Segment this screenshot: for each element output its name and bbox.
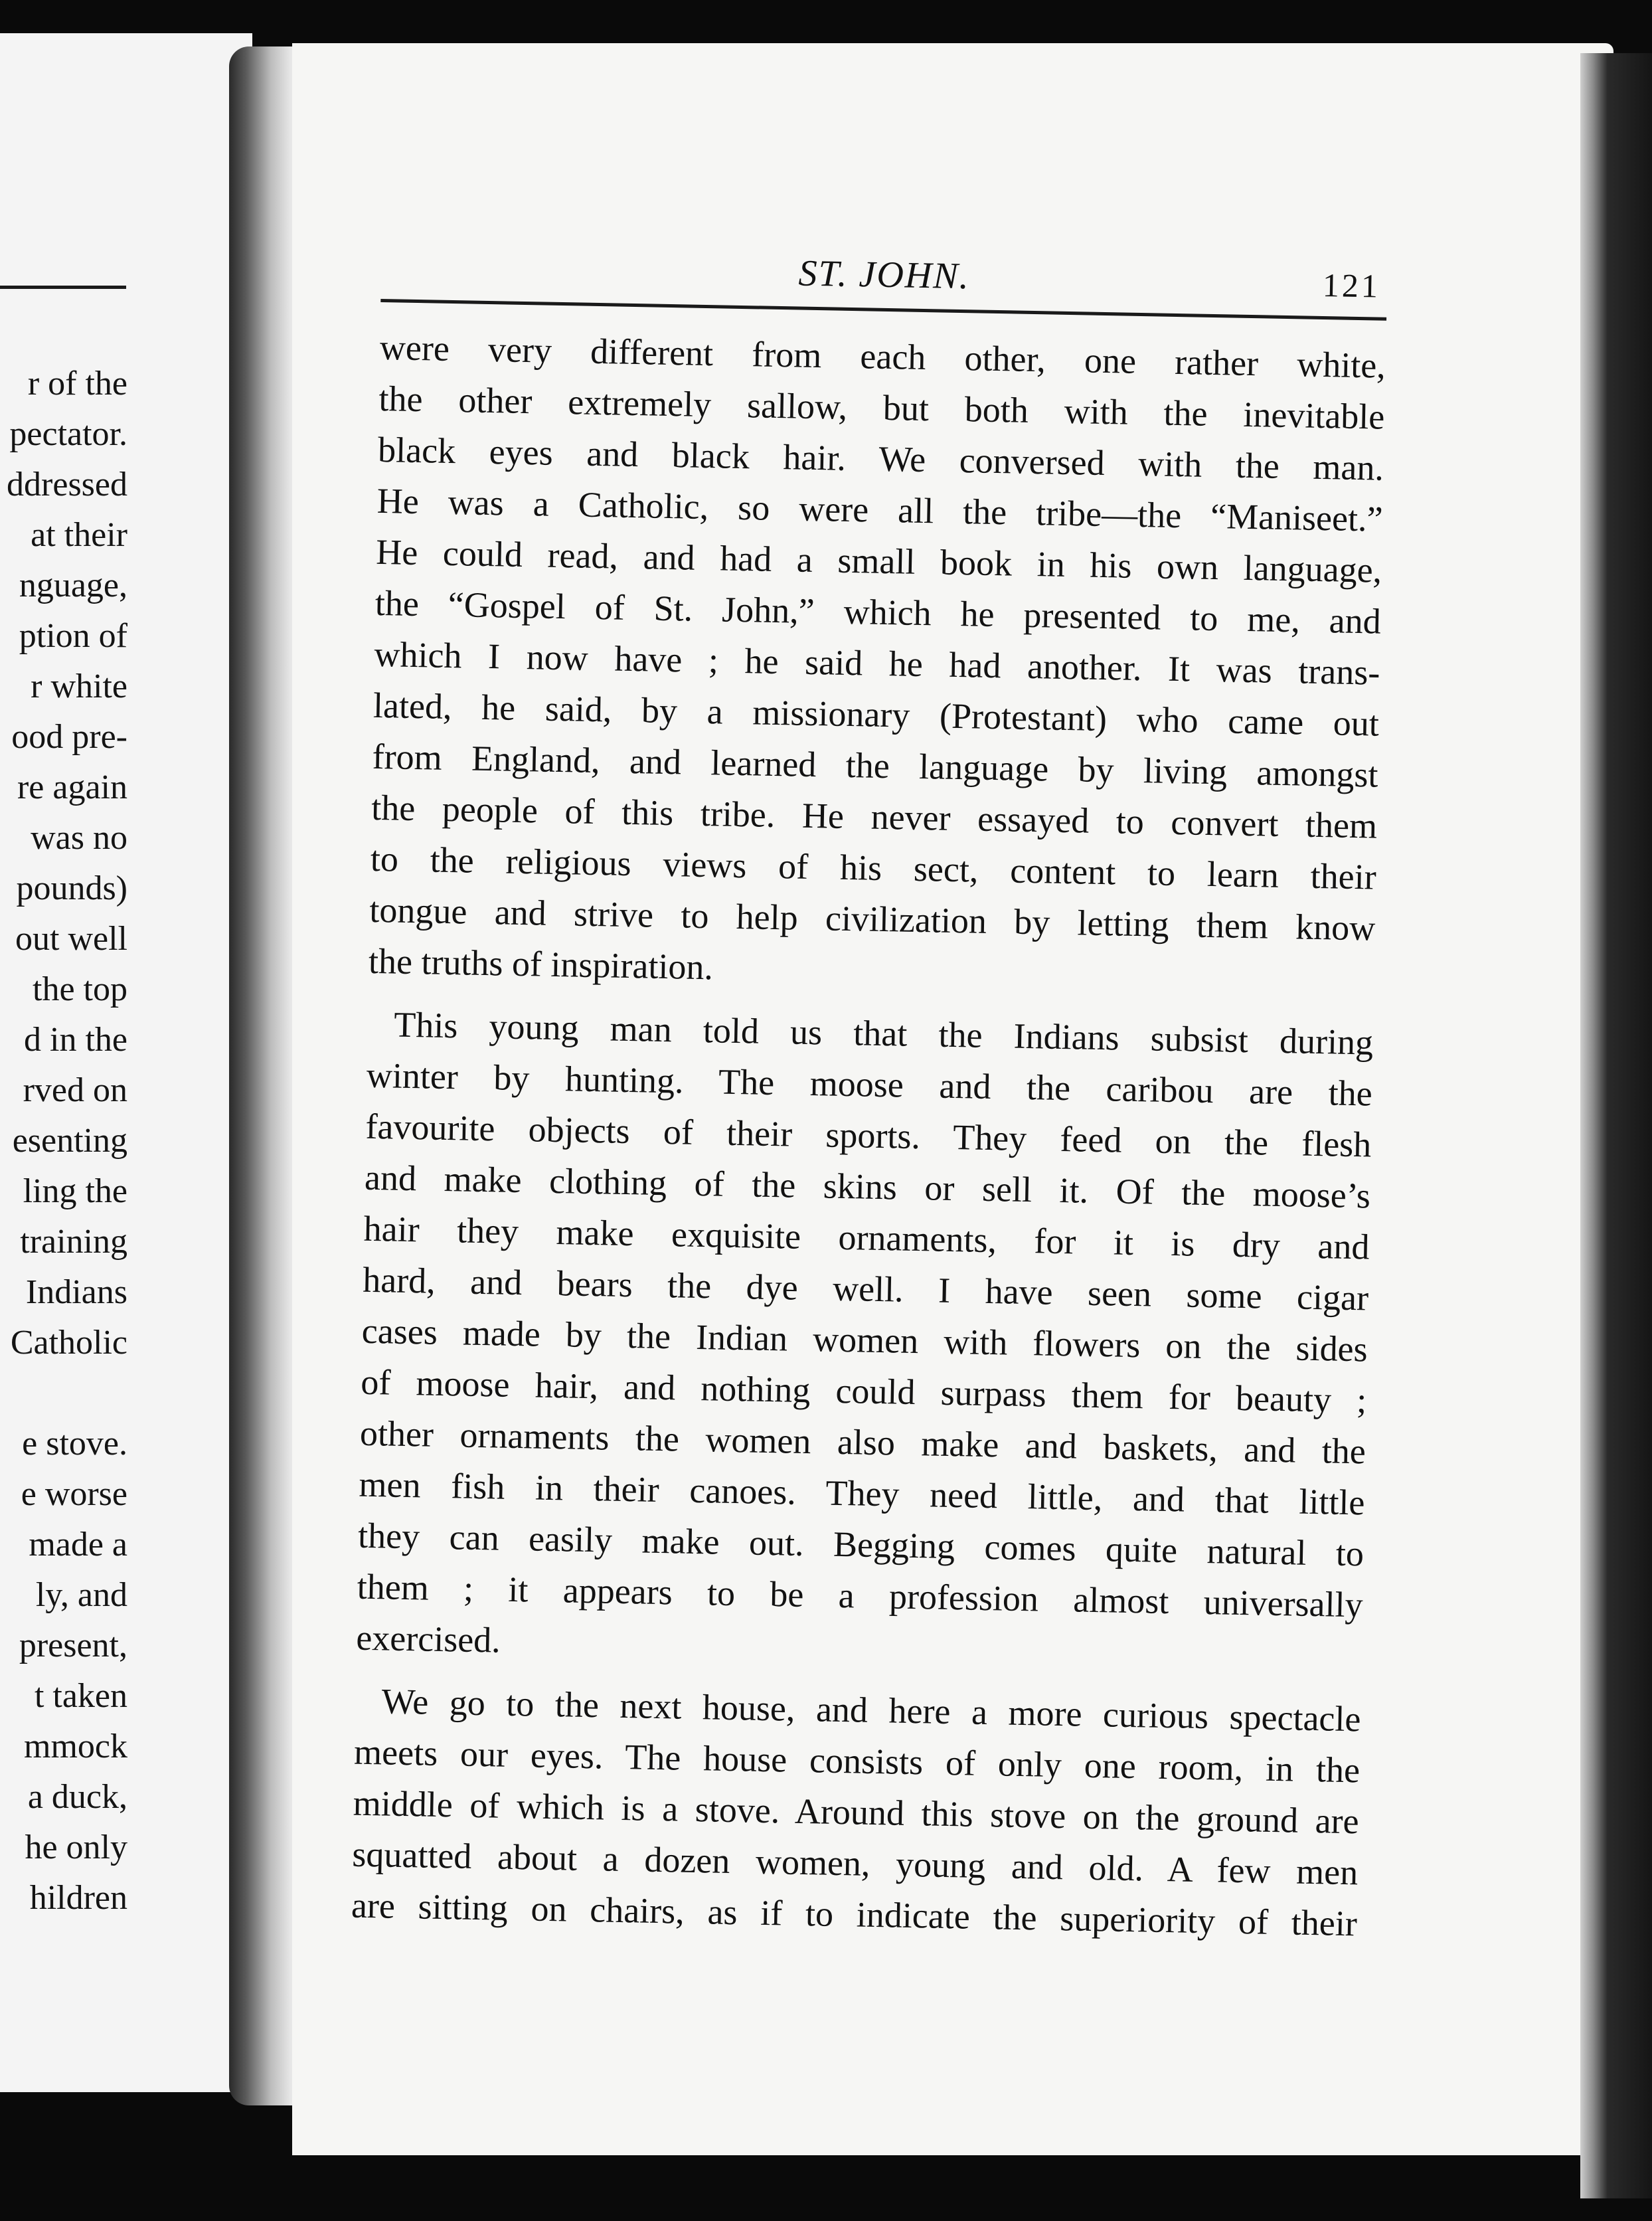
facing-page-line: r of the <box>27 365 127 402</box>
facing-page-line: ption of <box>19 617 127 655</box>
facing-page-line: rved on <box>23 1071 127 1109</box>
facing-page-line: out well <box>15 920 127 958</box>
page-title: ST. JOHN. <box>798 252 971 298</box>
facing-page-line: e worse <box>21 1475 127 1513</box>
facing-page-rule <box>0 286 126 289</box>
facing-page-line: nguage, <box>19 567 127 604</box>
text-line: which I now have ; he said he had another. It was trans- <box>373 634 1380 693</box>
facing-page-line: ling the <box>23 1172 127 1210</box>
text-line: hard, and bears the dye well. I have seen some cigar <box>362 1259 1369 1318</box>
text-line: the other extremely sallow, but both with the inevitable <box>378 378 1385 437</box>
facing-page-line: ddressed <box>7 466 127 503</box>
facing-page-line: training <box>20 1223 127 1261</box>
facing-page-line: at their <box>31 516 127 554</box>
text-line: were very different from each other, one rather white, <box>379 327 1386 386</box>
facing-page-line: mmock <box>24 1728 127 1765</box>
text-line: the “Gospel of St. John,” which he presented to me, and <box>374 582 1382 642</box>
text-line: to the religious views of his sect, content to learn their <box>370 838 1377 897</box>
facing-page-line: pectator. <box>9 415 127 453</box>
text-line: the people of this tribe. He never essayed to convert them <box>371 787 1378 846</box>
text-line: hair they make exquisite ornaments, for it is dry and <box>363 1208 1370 1267</box>
facing-page-line: was no <box>31 819 127 857</box>
facing-page-line: d in the <box>24 1021 127 1059</box>
facing-page-line: present, <box>19 1627 127 1664</box>
text-line: meets our eyes. The house consists of only one room, in the <box>353 1732 1361 1791</box>
facing-page <box>0 33 252 2092</box>
text-line: This young man told us that the Indians subsist during <box>393 1004 1374 1063</box>
text-line: squatted about a dozen women, young and old. A few men <box>351 1834 1359 1893</box>
text-line: other ornaments the women also make and baskets, and the <box>359 1413 1366 1472</box>
facing-page-line: ood pre- <box>11 718 127 756</box>
facing-page-text <box>7 359 127 1923</box>
facing-page-line: t taken <box>34 1677 127 1715</box>
page-number: 121 <box>1322 266 1381 305</box>
paragraph-2 <box>356 999 1374 1682</box>
facing-page-line: hildren <box>29 1879 127 1917</box>
facing-page-line: made a <box>29 1526 127 1563</box>
text-line: We go to the next house, and here a more curious spectacle <box>381 1681 1361 1739</box>
facing-page-line: e stove. <box>22 1425 127 1463</box>
facing-page-line: Catholic <box>10 1324 127 1362</box>
text-line: He was a Catholic, so were all the tribe—the “Maniseet.” <box>376 480 1384 539</box>
text-line: are sitting on chairs, as if to indicate the superiority of their <box>351 1885 1358 1944</box>
page-edge <box>1580 53 1652 2198</box>
text-line: of moose hair, and nothing could surpass them for beauty ; <box>360 1362 1367 1421</box>
facing-page-line: the top <box>33 970 127 1008</box>
text-line: and make clothing of the skins or sell it. Of the moose’s <box>364 1157 1371 1216</box>
text-line: them ; it appears to be a profession almost universally <box>357 1566 1364 1625</box>
text-line: from England, and learned the language by living amongst <box>372 736 1379 795</box>
text-line: lated, he said, by a missionary (Protestant) who came out <box>372 685 1380 744</box>
text-line: tongue and strive to help civilization by letting them know <box>369 889 1376 948</box>
text-line: winter by hunting. The moose and the caribou are the <box>366 1055 1373 1114</box>
text-line: exercised. <box>355 1617 501 1660</box>
facing-page-line: re again <box>17 768 127 806</box>
text-line: favourite objects of their sports. They feed on the flesh <box>365 1106 1372 1165</box>
text-line: black eyes and black hair. We conversed with the man. <box>377 429 1384 488</box>
text-line: the truths of inspiration. <box>368 940 714 988</box>
text-line: cases made by the Indian women with flowers on the sides <box>361 1310 1368 1370</box>
facing-page-line <box>7 1368 127 1419</box>
paragraph-3 <box>351 1676 1361 1950</box>
facing-page-line: pounds) <box>16 869 127 907</box>
facing-page-line: r white <box>31 667 127 705</box>
text-line: He could read, and had a small book in his own language, <box>375 531 1382 590</box>
text-line: men fish in their canoes. They need little, and that little <box>359 1464 1365 1523</box>
facing-page-line: Indians <box>25 1273 127 1311</box>
facing-page-line: a duck, <box>27 1778 127 1816</box>
page-content <box>351 239 1388 1961</box>
text-line: middle of which is a stove. Around this stove on the ground are <box>353 1783 1360 1842</box>
facing-page-line: esenting <box>12 1122 127 1160</box>
facing-page-line: ly, and <box>35 1576 127 1614</box>
facing-page-line: he only <box>25 1828 127 1866</box>
paragraph-1 <box>368 322 1386 1006</box>
text-line: they can easily make out. Begging comes quite natural to <box>357 1515 1364 1574</box>
